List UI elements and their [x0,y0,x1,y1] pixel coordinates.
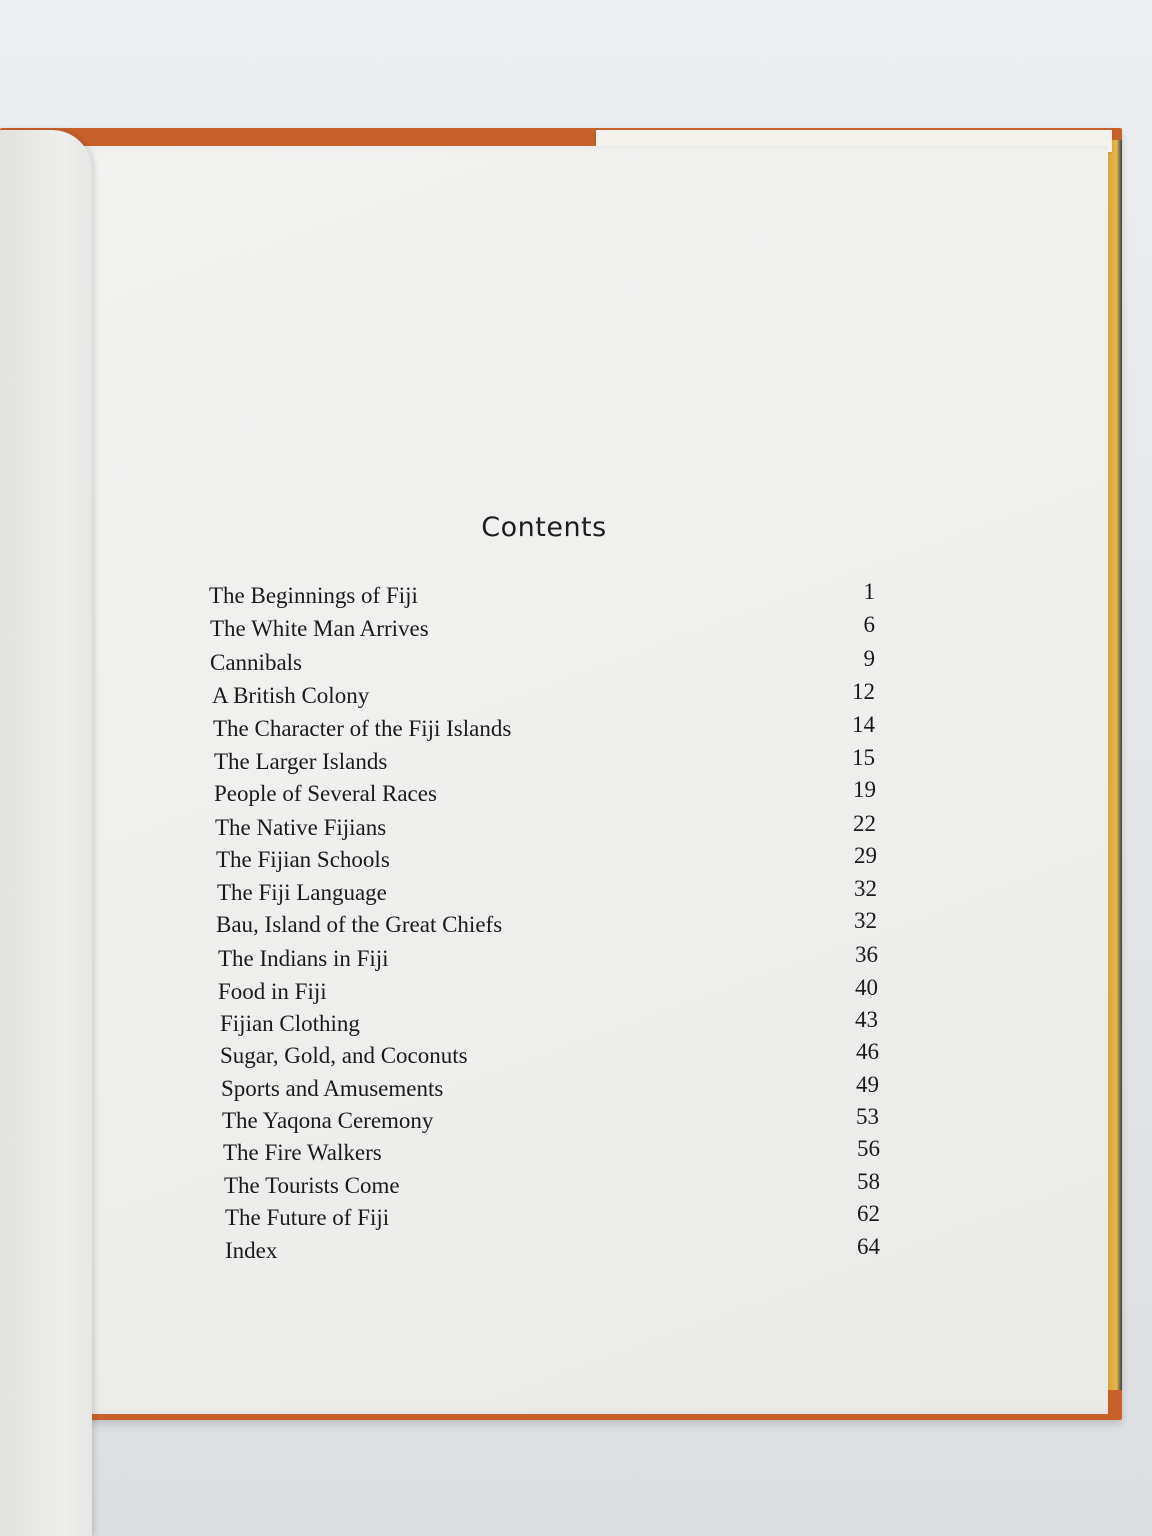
toc-entry-title: The Fijian Schools [216,847,390,872]
toc-entry-page-number: 62 [857,1201,880,1226]
toc-entry-title: The Character of the Fiji Islands [213,716,512,741]
toc-entry-page-number: 64 [857,1234,880,1259]
toc-entry [220,1039,879,1073]
toc-entry-title: People of Several Races [214,781,437,806]
toc-entry-title: Fijian Clothing [220,1011,360,1036]
toc-entry-page-number: 12 [852,679,875,704]
toc-entry-title: Index [225,1238,278,1263]
toc-entry-title: The Native Fijians [215,815,387,840]
toc-entry-page-number: 56 [857,1136,880,1161]
toc-entry [221,1072,879,1106]
toc-entry-page-number: 9 [863,646,875,671]
toc-entry-page-number: 40 [855,975,878,1000]
toc-entry-title: The Beginnings of Fiji [209,583,418,608]
toc-entry-page-number: 15 [852,745,875,770]
toc-entry [225,1201,880,1235]
toc-entry-title: The Yaqona Ceremony [222,1108,434,1133]
toc-entry [222,1104,879,1138]
toc-entry-title: Food in Fiji [218,979,327,1004]
toc-entry [218,975,878,1009]
toc-entry [213,712,875,746]
toc-entry [214,777,876,811]
toc-entry [210,646,875,680]
toc-entry-page-number: 29 [854,843,877,868]
toc-entry-title: The Tourists Come [224,1173,400,1198]
toc-entry-page-number: 32 [854,876,877,901]
toc-entry [223,1136,880,1170]
toc-entry-page-number: 1 [863,579,875,604]
toc-entry [218,942,878,976]
toc-entry-page-number: 43 [855,1007,878,1032]
toc-entry-title: A British Colony [212,683,370,708]
toc-entry-title: The Indians in Fiji [218,946,389,971]
toc-entry [224,1169,880,1203]
toc-entry-page-number: 14 [852,712,875,737]
toc-entry-page-number: 53 [856,1104,879,1129]
page-title: Contents [481,512,607,543]
toc-entry [225,1234,880,1268]
toc-entry-title: The White Man Arrives [210,616,429,641]
toc-entry-page-number: 49 [856,1072,879,1097]
toc-entry-page-number: 19 [853,777,876,802]
toc-entry-title: Sugar, Gold, and Coconuts [220,1043,468,1068]
toc-entry [209,579,875,613]
toc-entry-title: The Fiji Language [217,880,387,905]
toc-entry-page-number: 32 [854,908,877,933]
toc-entry [217,876,877,910]
toc-entry [216,908,877,942]
toc-entry-page-number: 46 [856,1039,879,1064]
toc-entry-title: Bau, Island of the Great Chiefs [216,912,503,937]
toc-entry-title: The Larger Islands [214,749,388,774]
toc-entry-title: Sports and Amusements [221,1076,444,1101]
toc-entry [220,1007,878,1041]
toc-entry [210,612,875,646]
toc-entry-page-number: 22 [853,811,876,836]
toc-entry [215,811,876,845]
toc-entry-title: The Fire Walkers [223,1140,382,1165]
toc-entry [214,745,875,779]
toc-entry-title: The Future of Fiji [225,1205,390,1230]
toc-entry-page-number: 36 [855,942,878,967]
toc-entry [212,679,875,713]
toc-entry [216,843,877,877]
toc-entry-page-number: 58 [857,1169,880,1194]
toc-entry-title: Cannibals [210,650,302,675]
toc-entry-page-number: 6 [863,612,875,637]
